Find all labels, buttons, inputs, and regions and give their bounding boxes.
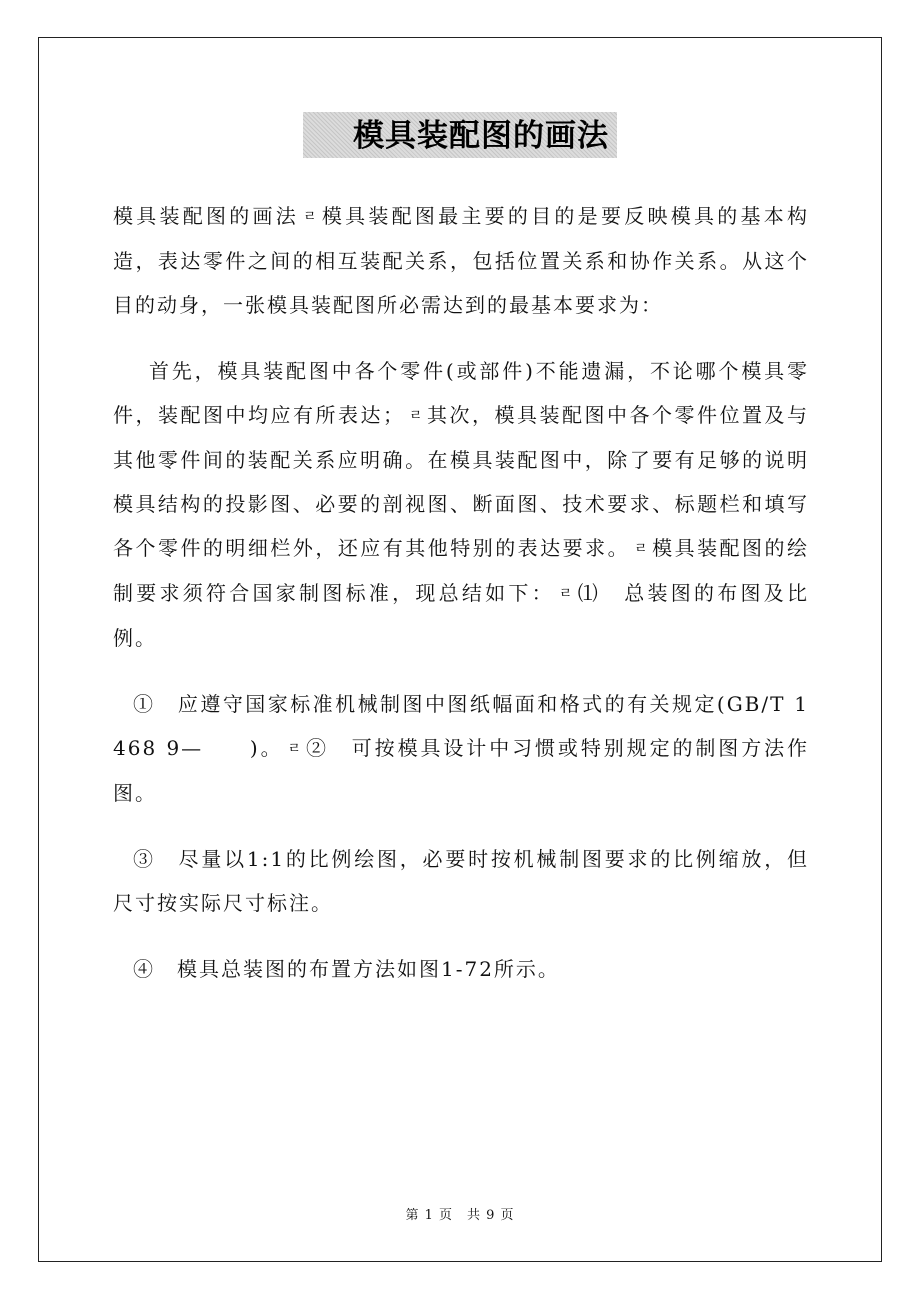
requirement-first-text: 首先，模具装配图中各个零件(或部件)不能遗漏，不论哪个模具零件，装配图中均应有所表达； [113,359,809,427]
paragraph-mark-icon: ﾩ [409,408,423,424]
list-item-1-2 [113,682,809,815]
paragraph-requirements [113,349,809,660]
page-number-total: 共 9 页 [467,1208,515,1223]
paragraph-mark-icon: ﾩ [303,209,317,225]
layout-scale-heading: ⑴ 总装图的布图及比例。 [113,581,810,650]
title-container [0,112,920,158]
paragraph-intro [113,194,809,327]
document-body [113,194,809,991]
intro-heading-text: 模具装配图的画法 [113,204,300,228]
requirement-second-text: 其次，模具装配图中各个零件位置及与其他零件间的装配关系应明确。在模具装配图中，除了要有足够的说明模具结构的投影图、必要的剖视图、断面图、技术要求、标题栏和填写各个零件的明细栏外，还应有其他特别的表达要求。 [113,403,810,560]
list-item-3 [113,837,809,925]
paragraph-mark-icon: ﾩ [558,586,573,602]
list-item-4 [113,947,809,991]
paragraph-mark-icon: ﾩ [634,541,648,557]
page-number-current: 第 1 页 [405,1208,453,1223]
item-1-text: ① 应遵守国家标准机械制图中图纸幅面和格式的有关规定(GB/T 1468 9— )。 [113,692,809,760]
item-3-text: ③ 尽量以1:1的比例绘图，必要时按机械制图要求的比例缩放，但尺寸按实际尺寸标注。 [113,847,809,915]
page-footer [0,1206,920,1226]
item-4-text: ④ 模具总装图的布置方法如图1-72所示。 [133,957,560,981]
item-2-text: ② 可按模具设计中习惯或特别规定的制图方法作图。 [113,736,810,805]
intro-body-text: 模具装配图最主要的目的是要反映模具的基本构造，表达零件之间的相互装配关系，包括位置关系和协作关系。从这个目的动身，一张模具装配图所必需达到的最基本要求为： [113,204,810,317]
standards-text: 模具装配图的绘制要求须符合国家制图标准，现总结如下： [113,536,810,605]
paragraph-mark-icon: ﾩ [287,741,302,757]
document-title: 模具装配图的画法 [303,112,617,158]
